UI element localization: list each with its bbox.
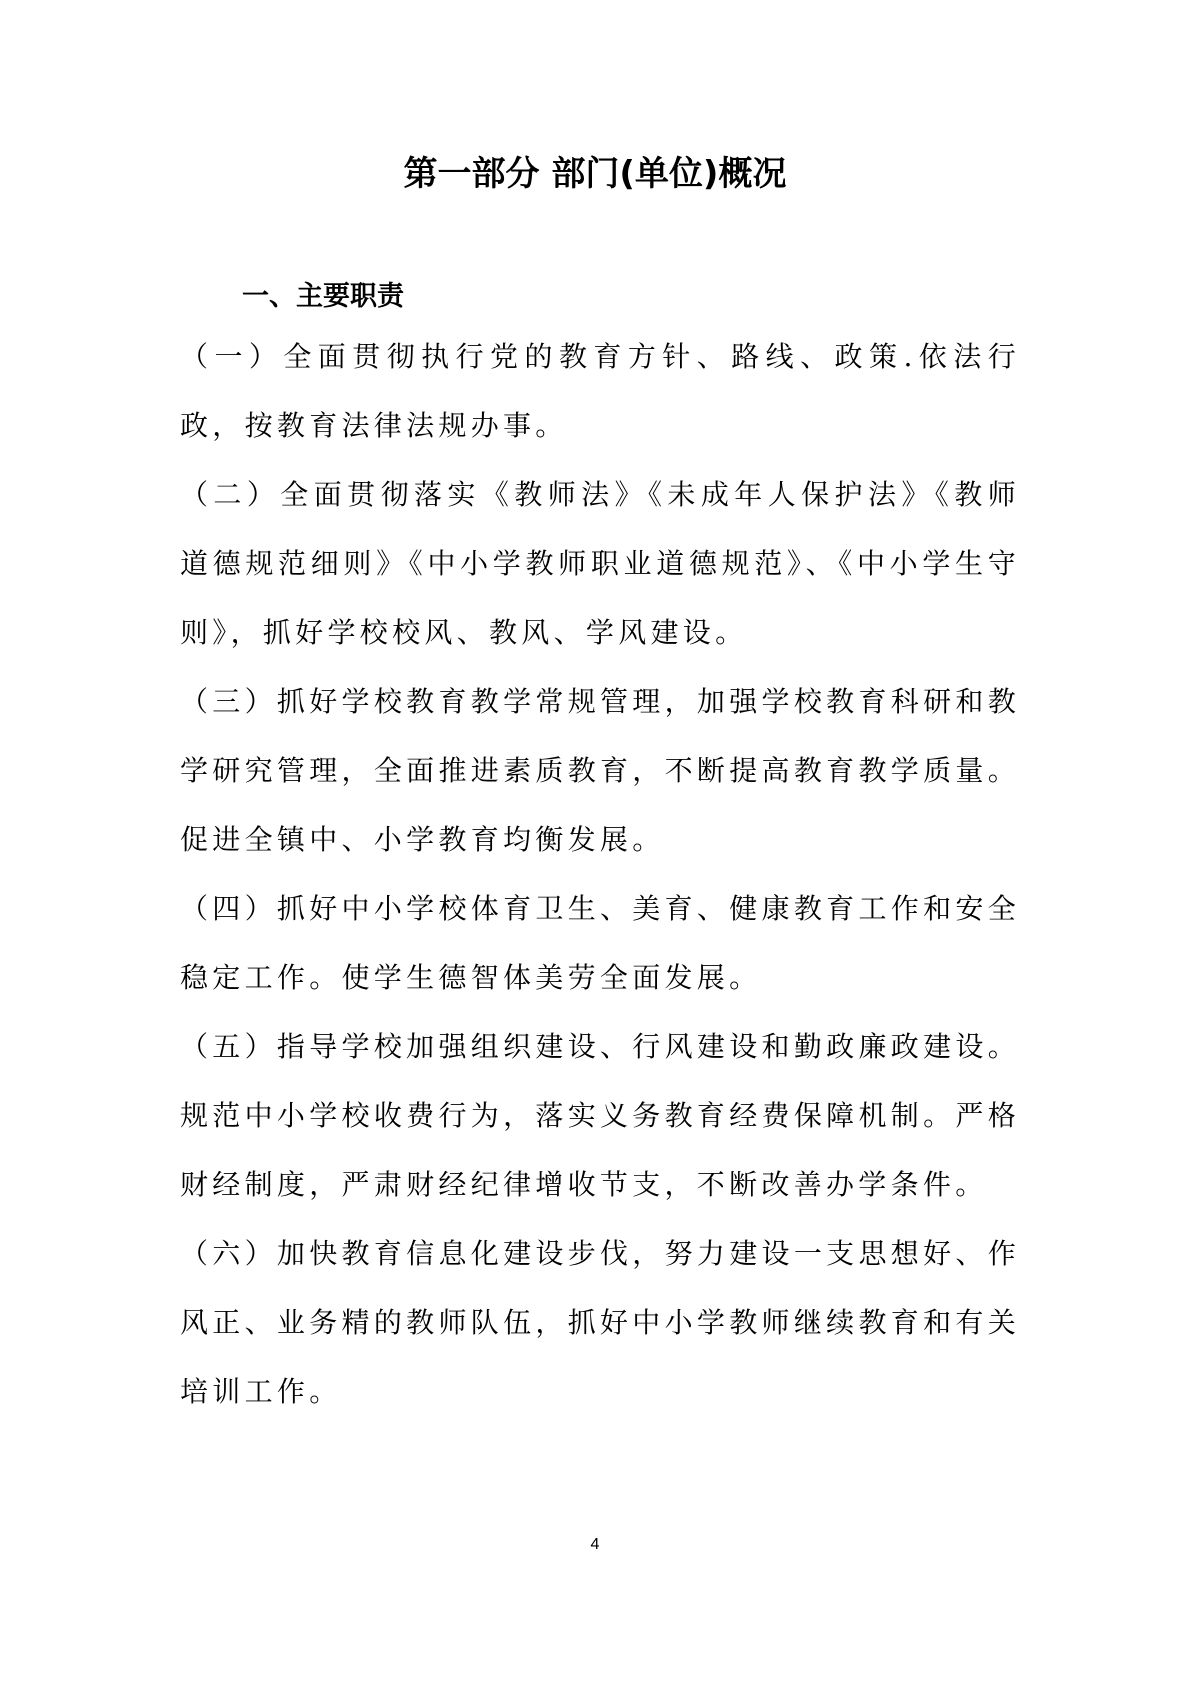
duty-paragraph-1: （一）全面贯彻执行党的教育方针、路线、政策.依法行政，按教育法律法规办事。 bbox=[180, 340, 1020, 442]
duty-paragraph-2: （二）全面贯彻落实《教师法》《未成年人保护法》《教师道德规范细则》《中小学教师职业道德规范》、《中小学生守则》，抓好学校校风、教风、学风建设。 bbox=[180, 478, 1020, 649]
duties-body bbox=[180, 322, 1020, 1426]
duty-paragraph-4: （四）抓好中小学校体育卫生、美育、健康教育工作和安全稳定工作。使学生德智体美劳全面发展。 bbox=[180, 892, 1020, 994]
duty-paragraph-5: （五）指导学校加强组织建设、行风建设和勤政廉政建设。规范中小学校收费行为，落实义务教育经费保障机制。严格财经制度，严肃财经纪律增收节支，不断改善办学条件。 bbox=[180, 1030, 1020, 1201]
page-number: 4 bbox=[590, 1536, 600, 1553]
duty-paragraph-3: （三）抓好学校教育教学常规管理，加强学校教育科研和教学研究管理，全面推进素质教育，不断提高教育教学质量。促进全镇中、小学教育均衡发展。 bbox=[180, 685, 1020, 856]
section-heading-main-duties: 一、主要职责 bbox=[242, 281, 404, 312]
duty-paragraph-6: （六）加快教育信息化建设步伐，努力建设一支思想好、作风正、业务精的教师队伍，抓好中小学教师继续教育和有关培训工作。 bbox=[180, 1237, 1020, 1408]
page-title: 第一部分 部门(单位)概况 bbox=[403, 154, 787, 194]
